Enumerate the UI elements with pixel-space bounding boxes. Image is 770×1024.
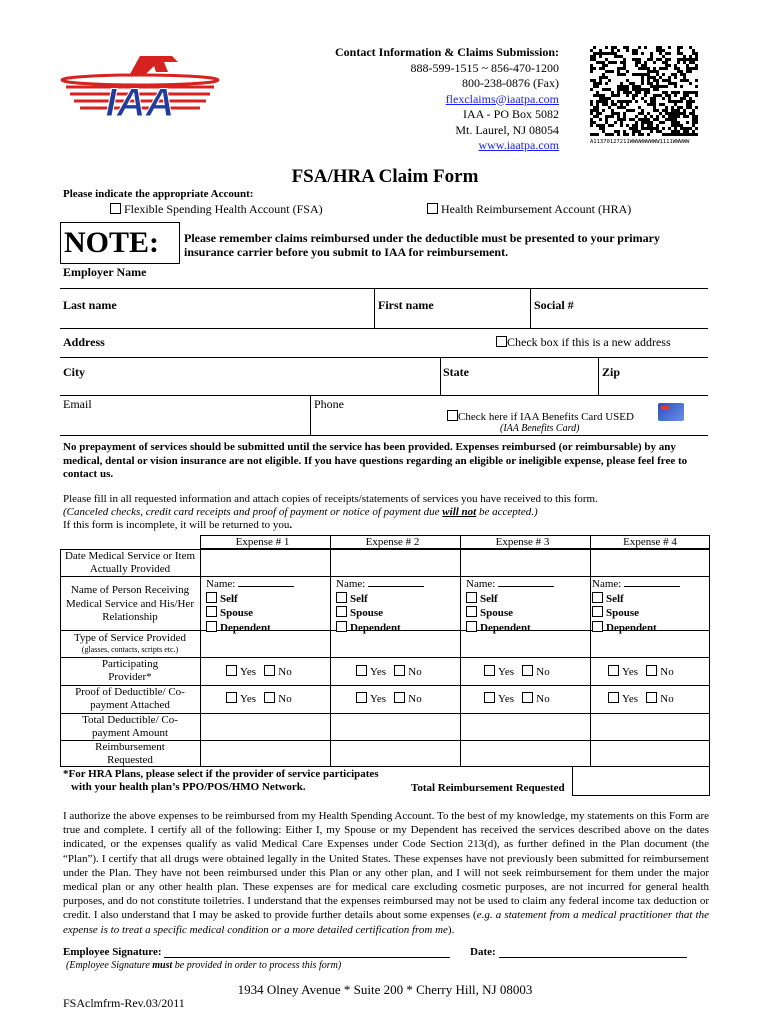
yes-label: Yes xyxy=(498,693,515,705)
no-label: No xyxy=(660,666,674,678)
proof-yn-4 xyxy=(608,692,674,705)
contact-city: Mt. Laurel, NJ 08054 xyxy=(455,122,559,137)
page-title: FSA/HRA Claim Form xyxy=(291,166,479,187)
self-label: Self xyxy=(480,592,498,605)
account-prompt: Please indicate the appropriate Account: xyxy=(63,188,254,200)
yes-checkbox[interactable] xyxy=(356,665,367,676)
no-label: No xyxy=(536,693,550,705)
dependent-label: Dependent xyxy=(350,621,401,634)
website-link[interactable]: www.iaatpa.com xyxy=(478,138,559,152)
row-reimb-label: Reimbursement Requested xyxy=(95,741,165,766)
self-checkbox[interactable] xyxy=(336,592,347,603)
new-address-checkbox[interactable] xyxy=(496,336,507,347)
note-label: NOTE: xyxy=(64,226,160,259)
no-checkbox[interactable] xyxy=(646,665,657,676)
dependent-checkbox[interactable] xyxy=(466,621,477,632)
barcode-text: A11370127211WWWWWWWWW1111WWWWW xyxy=(590,139,690,145)
iaa-card-sub: (IAA Benefits Card) xyxy=(500,423,580,434)
total-reimbursement-label: Total Reimbursement Requested xyxy=(411,782,565,794)
benefits-card-image xyxy=(658,403,684,421)
authorization-p1-ital: e.g. a statement from a medical practitioner that the expense is to treat a specific medical condition or a more detailed certification from me xyxy=(63,909,709,936)
participating-yn-3 xyxy=(484,665,550,678)
hra-checkbox[interactable] xyxy=(427,203,438,214)
row-total-label: Total Deductible/ Co-payment Amount xyxy=(82,714,178,739)
yes-label: Yes xyxy=(240,666,257,678)
yes-checkbox[interactable] xyxy=(226,665,237,676)
instructions-line2a: (Canceled checks, credit card receipts and proof of payment or notice of payment due xyxy=(63,506,443,518)
spouse-label: Spouse xyxy=(220,607,254,619)
hra-note-line1: *For HRA Plans, please select if the provider of service participates xyxy=(63,768,379,780)
social-label: Social # xyxy=(534,298,574,312)
yes-label: Yes xyxy=(622,693,639,705)
self-label: Self xyxy=(220,592,238,605)
hra-note-line2: with your health plan’s PPO/POS/HMO Network. xyxy=(71,781,306,793)
iaa-card-checkbox[interactable] xyxy=(447,410,458,421)
row-person-label: Name of Person Receiving Medical Service and His/Her Relationship xyxy=(66,584,194,623)
authorization-p1: I authorize the above expenses to be reimbursed from my Health Spending Account. To the best of my knowledge, my statements on this Form are true and complete. I certify all of the following: Either I, my Spouse or my Dependent has received the services described above on the dates indicated, or the expenses qualify as valid Medical Care Expenses under Code Section 213(d), as further defined in the Plan document (the “Plan”). I certify that all drugs were obtained legally in the United States. These expenses have not previously been submitted for reimbursement under the Plan. They have not been reimbursed under this Plan or any other plan, and I will not seek reimbursement for them under the major medical plan or any other health plan. These expenses are for medical care excluding cosmetic purposes, are not incurred for general health purposes, and do not constitute toiletries. I understand that the expenses reimbursed may not be used to claim any federal income tax deduction or credit. I also understand that I may be asked to provide further details about some expenses ( xyxy=(63,810,709,922)
expense-header-1: Expense # 1 xyxy=(235,536,290,548)
proof-yn-3 xyxy=(484,692,550,705)
yes-checkbox[interactable] xyxy=(484,665,495,676)
hra-option[interactable] xyxy=(427,202,631,217)
dependent-label: Dependent xyxy=(606,621,657,634)
date-label: Date: xyxy=(470,946,496,958)
expense-header-4: Expense # 4 xyxy=(623,536,677,548)
self-checkbox[interactable] xyxy=(592,592,603,603)
row-type-label xyxy=(62,632,198,656)
proof-yn-1 xyxy=(226,692,292,705)
fsa-checkbox[interactable] xyxy=(110,203,121,214)
yes-label: Yes xyxy=(370,693,387,705)
signature-line[interactable] xyxy=(164,957,450,958)
dependent-checkbox[interactable] xyxy=(206,621,217,632)
signature-label: Employee Signature: xyxy=(63,946,162,958)
new-address-option[interactable] xyxy=(496,335,671,350)
row-date-label: Date Medical Service or Item Actually Provided xyxy=(64,550,196,575)
employer-name-label: Employer Name xyxy=(63,265,147,279)
instructions-line3b: . xyxy=(289,519,293,531)
yes-label: Yes xyxy=(498,666,515,678)
note-text: Please remember claims reimbursed under the deductible must be presented to your primary insurance carrier before you submit to IAA for reimbursement. xyxy=(184,231,660,259)
yes-checkbox[interactable] xyxy=(356,692,367,703)
name-label: Name: xyxy=(592,578,622,590)
no-checkbox[interactable] xyxy=(264,665,275,676)
self-checkbox[interactable] xyxy=(206,592,217,603)
no-checkbox[interactable] xyxy=(522,692,533,703)
new-address-label: Check box if this is a new address xyxy=(507,335,671,349)
contact-pobox: IAA - PO Box 5082 xyxy=(462,107,559,121)
yes-checkbox[interactable] xyxy=(226,692,237,703)
phone-label: Phone xyxy=(314,397,344,411)
yes-label: Yes xyxy=(240,693,257,705)
instructions-line2c: be accepted.) xyxy=(476,506,538,518)
name-label: Name: xyxy=(466,578,496,590)
no-label: No xyxy=(408,666,422,678)
no-label: No xyxy=(278,693,292,705)
city-label: City xyxy=(63,365,85,379)
participating-yn-2 xyxy=(356,665,422,678)
iaa-card-label: Check here if IAA Benefits Card USED xyxy=(458,411,634,423)
row-participating-label: Participating Provider* xyxy=(101,658,159,683)
first-name-label: First name xyxy=(378,298,434,312)
no-checkbox[interactable] xyxy=(522,665,533,676)
iaa-card-option[interactable] xyxy=(447,410,634,423)
dependent-checkbox[interactable] xyxy=(592,621,603,632)
spouse-label: Spouse xyxy=(350,607,384,619)
self-label: Self xyxy=(350,592,368,605)
instructions-line3a: If this form is incomplete, it will be returned to you xyxy=(63,519,290,531)
fsa-option[interactable] xyxy=(110,202,323,217)
row-proof-label: Proof of Deductible/ Co-payment Attached xyxy=(75,686,185,711)
no-label: No xyxy=(278,666,292,678)
spouse-checkbox[interactable] xyxy=(206,606,217,617)
spouse-checkbox[interactable] xyxy=(336,606,347,617)
authorization-text xyxy=(63,809,709,937)
person-cell-3 xyxy=(466,578,554,635)
contact-info xyxy=(335,45,559,154)
form-id: FSAclmfrm-Rev.03/2011 xyxy=(63,996,185,1010)
name-label: Name: xyxy=(206,578,236,590)
yes-label: Yes xyxy=(370,666,387,678)
spouse-label: Spouse xyxy=(606,607,640,619)
footer-address: 1934 Olney Avenue * Suite 200 * Cherry Hill, NJ 08003 xyxy=(237,982,533,997)
instructions-line2b: will not xyxy=(442,506,477,518)
total-reimbursement-field[interactable] xyxy=(572,766,710,796)
state-label: State xyxy=(443,365,469,379)
yes-checkbox[interactable] xyxy=(484,692,495,703)
row-type-sub: (glasses, contacts, scripts etc.) xyxy=(81,645,179,654)
iaa-logo xyxy=(60,52,220,132)
address-label: Address xyxy=(63,335,105,349)
spouse-checkbox[interactable] xyxy=(466,606,477,617)
signature-note-c: be provided in order to process this form) xyxy=(172,960,342,971)
note-box xyxy=(60,222,180,264)
instructions xyxy=(63,493,713,532)
authorization-p1-end: ). xyxy=(447,923,455,936)
no-checkbox[interactable] xyxy=(264,692,275,703)
person-cell-4 xyxy=(592,578,680,635)
contact-fax: 800-238-0876 (Fax) xyxy=(462,76,559,90)
name-label: Name: xyxy=(336,578,366,590)
contact-phone: 888-599-1515 ~ 856-470-1200 xyxy=(410,60,559,75)
no-label: No xyxy=(408,693,422,705)
expense-header-3: Expense # 3 xyxy=(495,536,550,548)
no-checkbox[interactable] xyxy=(394,665,405,676)
participating-yn-1 xyxy=(226,665,292,678)
no-label: No xyxy=(660,693,674,705)
participating-yn-4 xyxy=(608,665,674,678)
dependent-checkbox[interactable] xyxy=(336,621,347,632)
contact-email-link[interactable]: flexclaims@iaatpa.com xyxy=(445,91,559,106)
no-label: No xyxy=(536,666,550,678)
signature-note xyxy=(66,960,341,971)
yes-label: Yes xyxy=(622,666,639,678)
zip-label: Zip xyxy=(602,365,621,379)
person-cell-1 xyxy=(206,578,294,635)
contact-title: Contact Information & Claims Submission: xyxy=(334,45,559,59)
proof-yn-2 xyxy=(356,692,422,705)
yes-checkbox[interactable] xyxy=(608,665,619,676)
dependent-label: Dependent xyxy=(220,621,271,634)
no-checkbox[interactable] xyxy=(394,692,405,703)
expense-header-2: Expense # 2 xyxy=(365,536,420,548)
spouse-label: Spouse xyxy=(480,607,514,619)
fsa-label: Flexible Spending Health Account (FSA) xyxy=(124,202,323,216)
last-name-label: Last name xyxy=(63,298,117,312)
no-checkbox[interactable] xyxy=(646,692,657,703)
signature-note-a: (Employee Signature xyxy=(66,960,153,971)
logo-text: IAA xyxy=(105,81,175,125)
barcode xyxy=(590,46,700,146)
self-label: Self xyxy=(606,592,624,605)
row-type-text: Type of Service Provided xyxy=(74,632,186,644)
hra-note xyxy=(63,768,379,794)
hra-label: Health Reimbursement Account (HRA) xyxy=(441,202,632,216)
signature-note-b: must xyxy=(152,960,173,971)
yes-checkbox[interactable] xyxy=(608,692,619,703)
instructions-line1: Please fill in all requested information and attach copies of receipts/statements of services you have received to this form. xyxy=(63,493,598,505)
self-checkbox[interactable] xyxy=(466,592,477,603)
person-cell-2 xyxy=(336,578,424,635)
spouse-checkbox[interactable] xyxy=(592,606,603,617)
warning-text: No prepayment of services should be submitted until the service has been provided. Expenses reimbursed (or reimbursable) by any medical, dental or vision insurance are not eligible. If you have questions regarding an eligible or ineligible expense, please feel free to contact us. xyxy=(63,441,688,480)
dependent-label: Dependent xyxy=(480,621,531,634)
date-line[interactable] xyxy=(499,957,687,958)
email-label: Email xyxy=(63,397,92,411)
expense-table xyxy=(60,535,710,767)
